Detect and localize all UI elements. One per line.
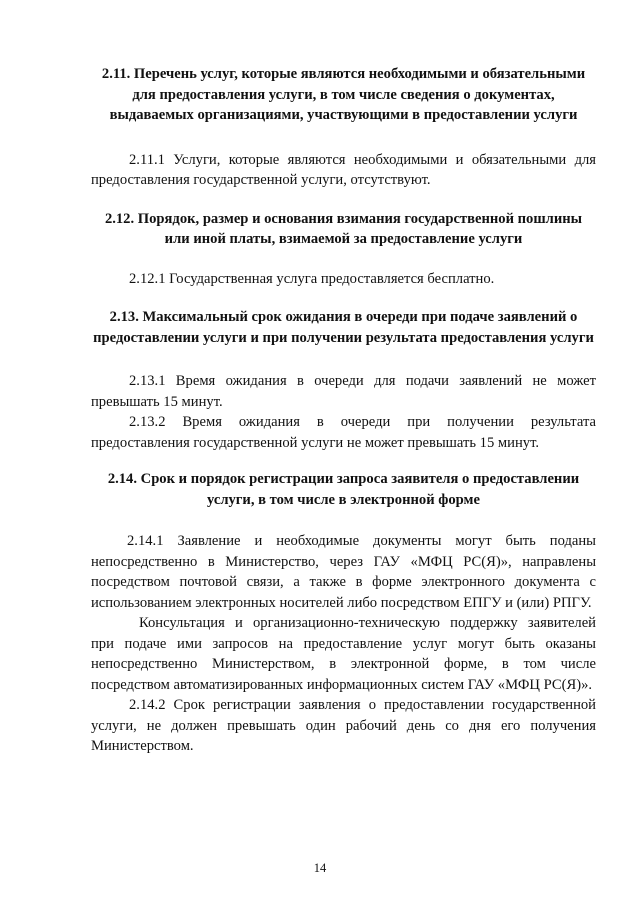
paragraph-2-11-1: 2.11.1 Услуги, которые являются необходимыми и обязательными для предоставления государственной услуги, отсутствуют. [91,151,596,188]
page-number: 14 [313,861,327,875]
section-heading-2-13: 2.13. Максимальный срок ожидания в очереди при подаче заявлений о предоставлении услуги и при получении результата предоставления услуги [93,309,594,346]
section-heading-2-11: 2.11. Перечень услуг, которые являются необходимыми и обязательными для предоставления услуги, в том числе сведения о документах, выдаваемых организациями, участвующими в предоставлении услуги [101,66,586,123]
paragraph-2-14-1: 2.14.1 Заявление и необходимые документы могут быть поданы непосредственно в Министерство, через ГАУ «МФЦ РС(Я)», направлены посредством почтовой связи, а также в форме электронного документа с использованием электронных носителей либо посредством ЕПГУ и (или) РПГУ. [91,533,596,611]
paragraph-2-13-2: 2.13.2 Время ожидания в очереди при получении результата предоставления государственной услуги не может превышать 15 минут. [91,414,596,451]
document-body [91,64,596,757]
section-heading-2-12: 2.12. Порядок, размер и основания взимания государственной пошлины или иной платы, взимаемой за предоставление услуги [104,210,583,247]
section-heading-2-14: 2.14. Срок и порядок регистрации запроса заявителя о предоставлении услуги, в том числе в электронной форме [107,471,580,508]
paragraph-consultation: Консультация и организационно-техническую поддержку заявителей при подаче ими запросов на предоставление услуг могут быть оказаны непосредственно Министерством, в электронной форме, в том числе посредством автоматизированных информационных систем ГАУ «МФЦ РС(Я)». [91,615,596,693]
paragraph-2-13-1: 2.13.1 Время ожидания в очереди для подачи заявлений не может превышать 15 минут. [91,373,596,410]
paragraph-2-14-2: 2.14.2 Срок регистрации заявления о предоставлении государственной услуги, не должен превышать один рабочий день со дня его получения Министерством. [91,697,596,754]
paragraph-2-12-1: 2.12.1 Государственная услуга предоставляется бесплатно. [129,270,495,287]
